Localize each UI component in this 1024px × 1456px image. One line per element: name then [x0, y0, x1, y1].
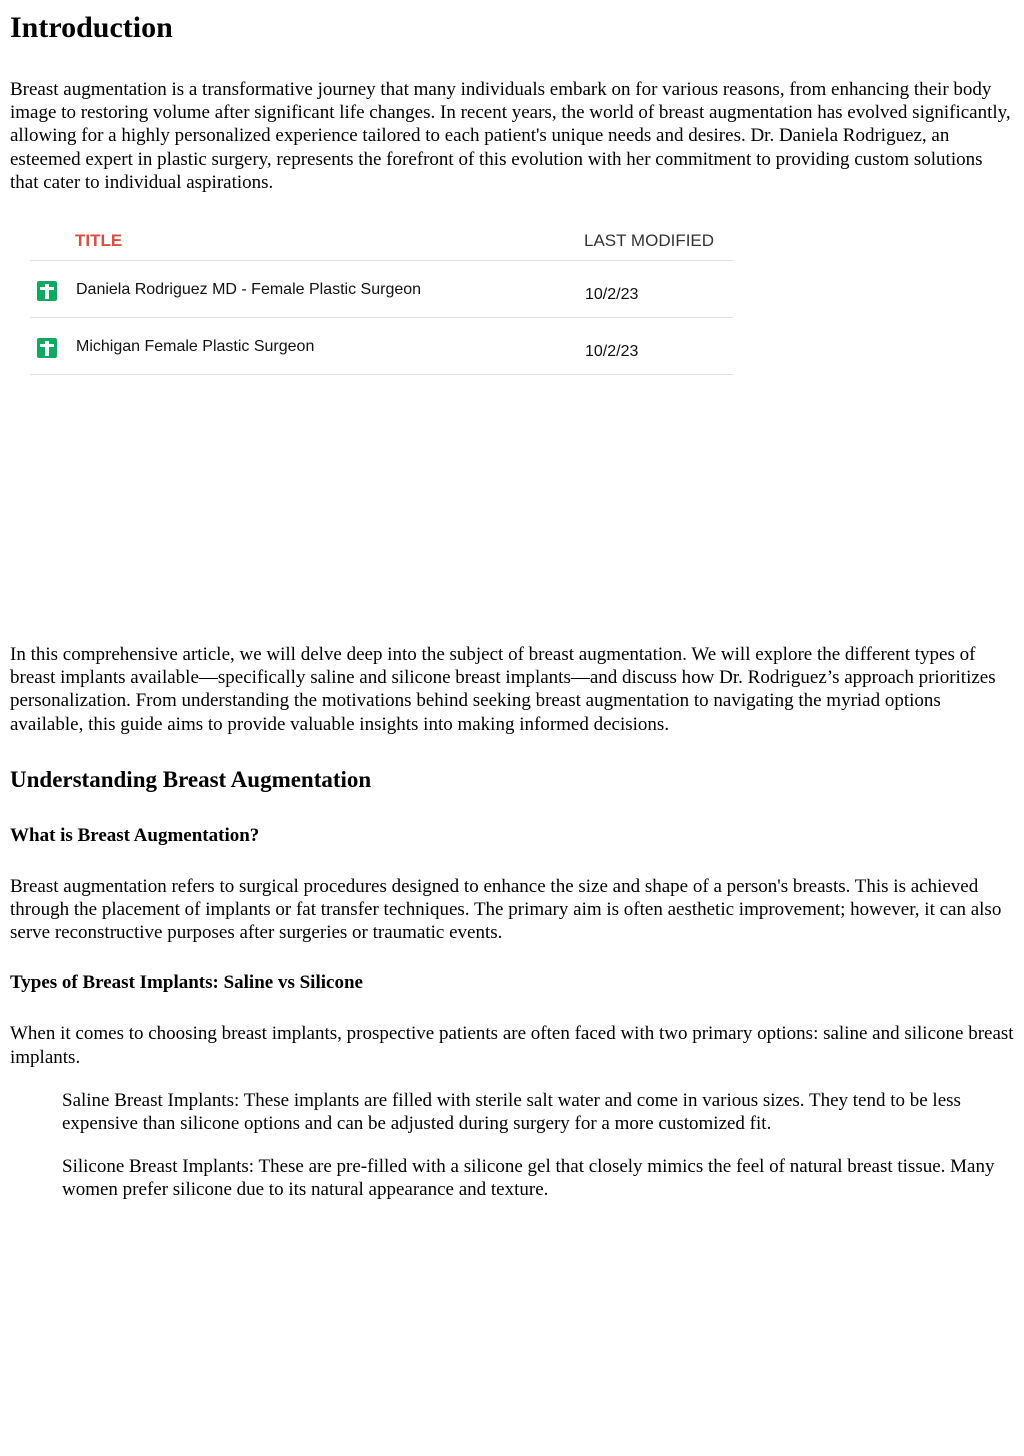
file-last-modified: 10/2/23	[585, 286, 639, 303]
subsection-heading: What is Breast Augmentation?	[10, 824, 260, 846]
google-sites-icon	[37, 281, 57, 301]
article-body	[10, 643, 1014, 1222]
column-header-title[interactable]: TITLE	[75, 231, 123, 250]
section-heading: Understanding Breast Augmentation	[10, 766, 372, 792]
file-list-widget	[30, 222, 733, 375]
google-sites-icon	[37, 338, 57, 358]
list-item: Saline Breast Implants: These implants are filled with sterile salt water and come in various sizes. They tend to be less expensive than silicone options and can be adjusted during surgery for a more customized fit.	[62, 1089, 961, 1135]
file-row[interactable]	[30, 261, 733, 318]
document-page	[0, 10, 1024, 194]
article-paragraph: Breast augmentation refers to surgical procedures designed to enhance the size and shape of a person's breasts. This is achieved through the placement of implants or fat transfer techniques. The primary aim is often aesthetic improvement; however, it can also serve reconstructive purposes after surgeries or traumatic events.	[10, 875, 1002, 944]
file-title[interactable]: Daniela Rodriguez MD - Female Plastic Surgeon	[76, 281, 422, 298]
file-list-header	[30, 222, 733, 261]
article-paragraph: When it comes to choosing breast implants, prospective patients are often faced with two primary options: saline and silicone breast implants.	[10, 1023, 1014, 1068]
column-header-last-modified[interactable]: LAST MODIFIED	[584, 231, 715, 250]
intro-heading: Introduction	[10, 11, 173, 44]
file-last-modified: 10/2/23	[585, 343, 639, 360]
subsection-heading: Types of Breast Implants: Saline vs Silicone	[10, 972, 363, 994]
article-paragraph: In this comprehensive article, we will delve deep into the subject of breast augmentation. We will explore the different types of breast implants available—specifically saline and silicone breast implants—and discuss how Dr. Rodriguez’s approach prioritizes personalization. From understanding the motivations behind seeking breast augmentation to navigating the myriad options available, this guide aims to provide valuable insights into making informed decisions.	[10, 644, 996, 735]
implant-list	[10, 1089, 1014, 1202]
list-item: Silicone Breast Implants: These are pre-filled with a silicone gel that closely mimics the feel of natural breast tissue. Many women prefer silicone due to its natural appearance and texture.	[62, 1156, 995, 1201]
file-row[interactable]	[30, 318, 733, 375]
intro-paragraph: Breast augmentation is a transformative journey that many individuals embark on for various reasons, from enhancing their body image to restoring volume after significant life changes. In recent years, the world of breast augmentation has evolved significantly, allowing for a highly personalized experience tailored to each patient's unique needs and desires. Dr. Daniela Rodriguez, an esteemed expert in plastic surgery, represents the forefront of this evolution with her commitment to providing custom solutions that cater to individual aspirations.	[10, 79, 1011, 193]
file-title[interactable]: Michigan Female Plastic Surgeon	[76, 338, 315, 355]
